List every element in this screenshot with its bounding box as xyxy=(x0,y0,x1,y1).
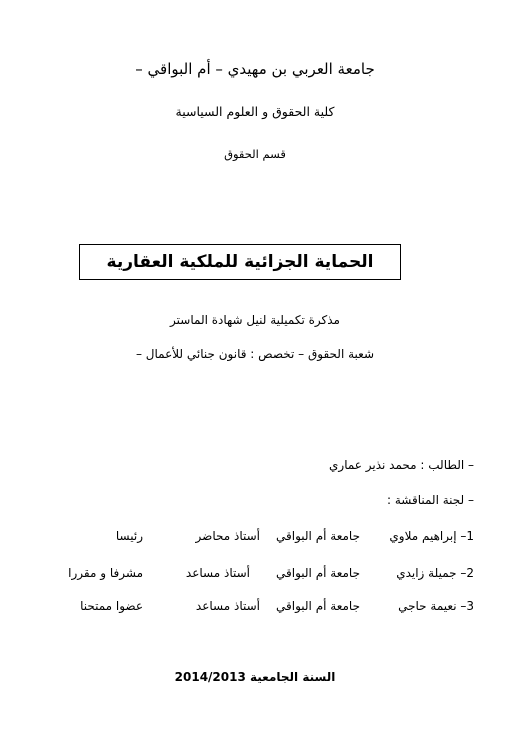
member-name: 3– نعيمة حاجي xyxy=(398,599,474,613)
faculty-name: كلية الحقوق و العلوم السياسية xyxy=(175,104,335,119)
thesis-title-box xyxy=(79,244,401,280)
thesis-subtitle: مذكرة تكميلية لنيل شهادة الماستر xyxy=(170,313,340,327)
member-name: 1– إبراهيم ملاوي xyxy=(389,529,474,543)
department-name: قسم الحقوق xyxy=(224,147,286,161)
student-line: – الطالب : محمد نذير عماري xyxy=(329,458,474,472)
member-role: مشرفا و مقررا xyxy=(68,566,143,580)
university-name: جامعة العربي بن مهيدي – أم البواقي – xyxy=(135,60,375,78)
specialization-line: شعبة الحقوق – تخصص : قانون جنائي للأعمال – xyxy=(135,347,375,361)
member-name: 2– جميلة زايدي xyxy=(396,566,474,580)
member-role: رئيسا xyxy=(115,529,143,543)
academic-year: السنة الجامعية 2014/2013 xyxy=(174,670,336,684)
member-university: جامعة أم البواقي xyxy=(276,566,360,580)
member-role: عضوا ممتحنا xyxy=(80,599,143,613)
thesis-title: الحماية الجزائية للملكية العقارية xyxy=(106,252,374,272)
member-rank: أستاذ مساعد xyxy=(185,566,250,580)
member-university: جامعة أم البواقي xyxy=(276,599,360,613)
member-rank: أستاذ محاضر xyxy=(195,529,260,543)
member-rank: أستاذ مساعد xyxy=(195,599,260,613)
member-university: جامعة أم البواقي xyxy=(276,529,360,543)
committee-label: – لجنة المناقشة : xyxy=(386,493,474,507)
